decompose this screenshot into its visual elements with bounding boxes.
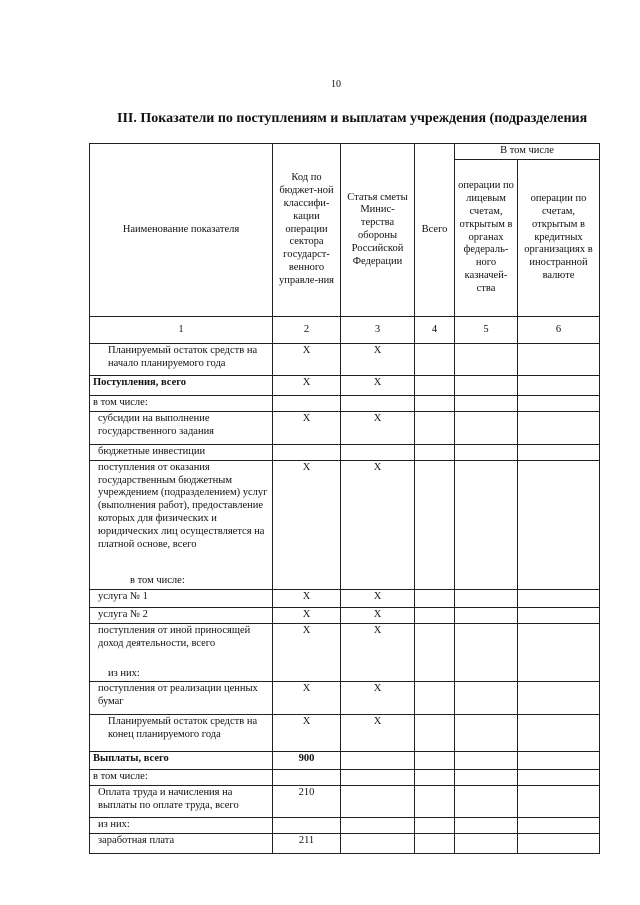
row-code bbox=[273, 770, 341, 786]
table-row bbox=[90, 667, 600, 682]
table-row bbox=[90, 376, 600, 396]
row-code: 900 bbox=[273, 752, 341, 770]
row-code: 211 bbox=[273, 833, 341, 853]
row-name: поступления от оказания государственным бюджетным учреждением (подразделением) услуг (выполнения работ), предоставление которых для физических и юридических лиц осуществляется на платной основе, всего bbox=[90, 460, 273, 574]
col-number: 3 bbox=[341, 317, 415, 344]
table-row bbox=[90, 752, 600, 770]
row-name: в том числе: bbox=[90, 574, 273, 589]
table-row bbox=[90, 344, 600, 376]
table-row bbox=[90, 624, 600, 667]
row-code: X bbox=[273, 624, 341, 667]
row-name: заработная плата bbox=[90, 833, 273, 853]
indicators-table bbox=[89, 143, 593, 858]
row-article bbox=[341, 786, 415, 818]
table-row bbox=[90, 396, 600, 412]
row-name: услуга № 1 bbox=[90, 590, 273, 608]
row-article bbox=[341, 444, 415, 460]
table-row bbox=[90, 818, 600, 834]
table-row bbox=[90, 608, 600, 624]
row-article: X bbox=[341, 376, 415, 396]
col-number: 6 bbox=[518, 317, 600, 344]
header-total: Всего bbox=[415, 144, 455, 317]
row-article bbox=[341, 396, 415, 412]
row-name: Поступления, всего bbox=[90, 376, 273, 396]
row-article bbox=[341, 752, 415, 770]
row-code bbox=[273, 818, 341, 834]
header-article: Статья сметы Минис-терства обороны Российской Федерации bbox=[341, 144, 415, 317]
row-name: из них: bbox=[90, 667, 273, 682]
row-article bbox=[341, 667, 415, 682]
row-code: X bbox=[273, 682, 341, 715]
table-row bbox=[90, 574, 600, 589]
header-group: В том числе bbox=[455, 144, 600, 160]
row-code: X bbox=[273, 411, 341, 444]
table-row bbox=[90, 833, 600, 853]
table-row bbox=[90, 444, 600, 460]
row-name: Планируемый остаток средств на конец планируемого года bbox=[90, 715, 273, 752]
table-row bbox=[90, 590, 600, 608]
page-number: 10 bbox=[331, 79, 341, 90]
table-row bbox=[90, 682, 600, 715]
row-name: бюджетные инвестиции bbox=[90, 444, 273, 460]
col-number: 4 bbox=[415, 317, 455, 344]
row-article bbox=[341, 770, 415, 786]
row-article: X bbox=[341, 590, 415, 608]
row-code bbox=[273, 574, 341, 589]
col-number: 2 bbox=[273, 317, 341, 344]
table-row bbox=[90, 715, 600, 752]
row-article: X bbox=[341, 608, 415, 624]
row-name: Планируемый остаток средств на начало планируемого года bbox=[90, 344, 273, 376]
row-name: Выплаты, всего bbox=[90, 752, 273, 770]
row-article: X bbox=[341, 460, 415, 574]
row-name: в том числе: bbox=[90, 770, 273, 786]
header-col6: операции по счетам, открытым в кредитных организациях в иностранной валюте bbox=[518, 160, 600, 317]
table-row bbox=[90, 411, 600, 444]
row-article: X bbox=[341, 344, 415, 376]
row-code bbox=[273, 444, 341, 460]
header-code: Код по бюджет-ной классифи-кации операции сектора государст-венного управле-ния bbox=[273, 144, 341, 317]
section-title: III. Показатели по поступлениям и выплатам учреждения (подразделения bbox=[117, 111, 588, 126]
row-name: поступления от иной приносящей доход деятельности, всего bbox=[90, 624, 273, 667]
row-code: X bbox=[273, 376, 341, 396]
row-name: из них: bbox=[90, 818, 273, 834]
row-name: услуга № 2 bbox=[90, 608, 273, 624]
header-name: Наименование показателя bbox=[90, 144, 273, 317]
row-name: субсидии на выполнение государственного задания bbox=[90, 411, 273, 444]
row-code: X bbox=[273, 460, 341, 574]
col-number: 1 bbox=[90, 317, 273, 344]
row-article: X bbox=[341, 715, 415, 752]
row-code: X bbox=[273, 590, 341, 608]
row-article bbox=[341, 818, 415, 834]
row-code: 210 bbox=[273, 786, 341, 818]
row-code bbox=[273, 396, 341, 412]
row-code: X bbox=[273, 715, 341, 752]
row-article: X bbox=[341, 682, 415, 715]
row-article bbox=[341, 833, 415, 853]
col-number: 5 bbox=[455, 317, 518, 344]
row-code bbox=[273, 667, 341, 682]
row-code: X bbox=[273, 344, 341, 376]
row-article bbox=[341, 574, 415, 589]
row-article: X bbox=[341, 411, 415, 444]
table-row bbox=[90, 786, 600, 818]
row-name: поступления от реализации ценных бумаг bbox=[90, 682, 273, 715]
row-name: Оплата труда и начисления на выплаты по оплате труда, всего bbox=[90, 786, 273, 818]
header-col5: операции по лицевым счетам, открытым в органах федераль-ного казначей-ства bbox=[455, 160, 518, 317]
table-row bbox=[90, 460, 600, 574]
table-row bbox=[90, 770, 600, 786]
row-article: X bbox=[341, 624, 415, 667]
row-name: в том числе: bbox=[90, 396, 273, 412]
row-code: X bbox=[273, 608, 341, 624]
